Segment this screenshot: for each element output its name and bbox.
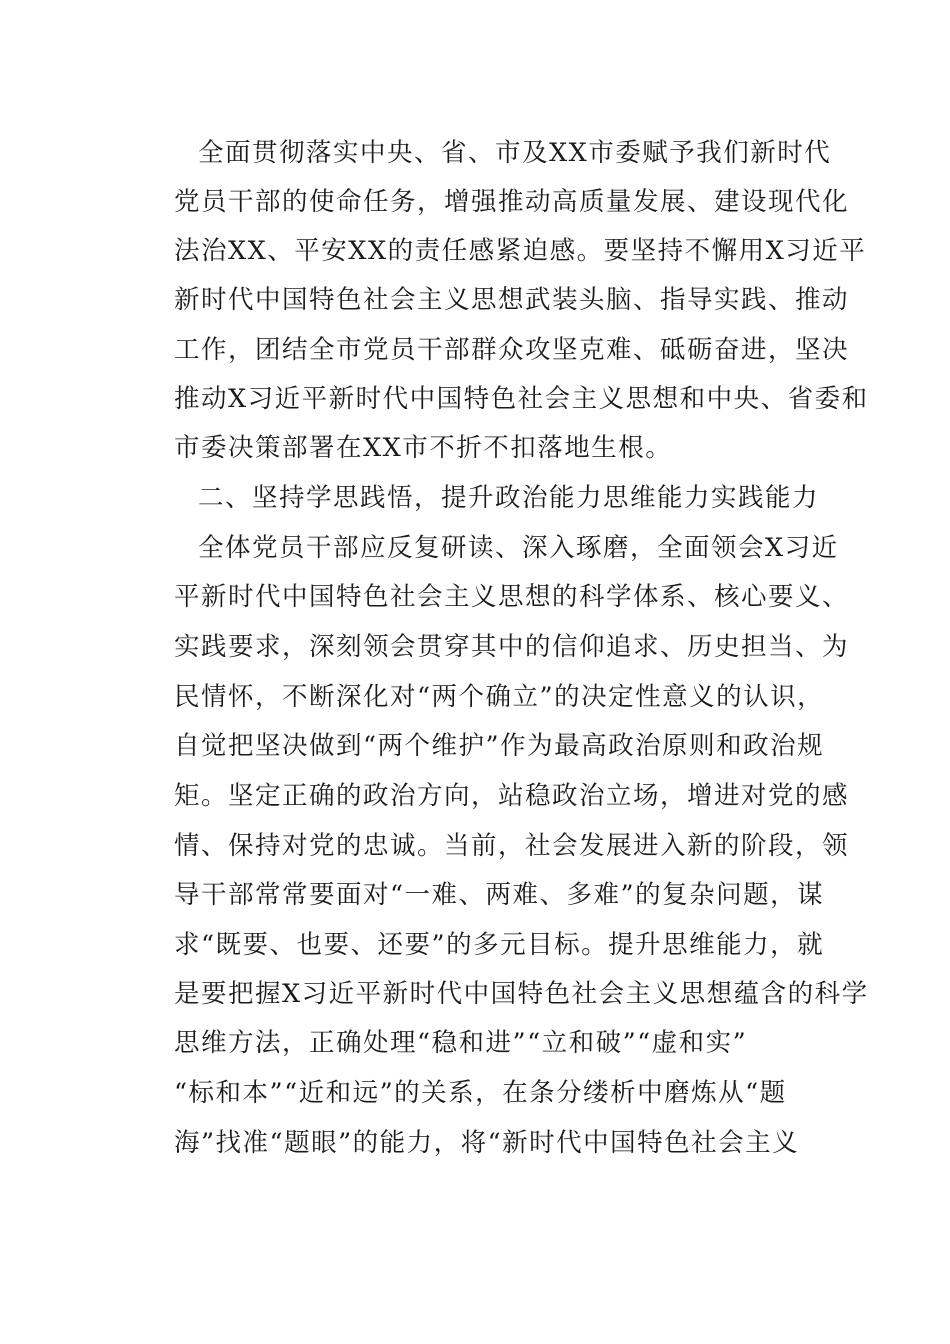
- paragraph-line: 实践要求，深刻领会贯穿其中的信仰追求、历史担当、为: [174, 632, 850, 662]
- paragraph-line: 自觉把坚决做到“两个维护”作为最高政治原则和政治规: [174, 731, 825, 761]
- paragraph-line: 导干部常常要面对“一难、两难、多难”的复杂问题，谋: [174, 880, 825, 910]
- paragraph-line: 是要把握X习近平新时代中国特色社会主义思想蕴含的科学: [174, 979, 869, 1009]
- paragraph-line: 法治XX、平安XX的责任感紧迫感。要坚持不懈用X习近平: [174, 236, 867, 266]
- paragraph-line: 推动X习近平新时代中国特色社会主义思想和中央、省委和: [174, 384, 869, 414]
- paragraph-line: 平新时代中国特色社会主义思想的科学体系、核心要义、: [174, 582, 850, 612]
- paragraph-line: 海”找准“题眼”的能力，将“新时代中国特色社会主义: [174, 1128, 800, 1158]
- paragraph-line: 全体党员干部应反复研读、深入琢磨，全面领会X习近: [198, 533, 839, 563]
- paragraph-line: 党员干部的使命任务，增强推动高质量发展、建设现代化: [174, 187, 850, 217]
- paragraph-line: 新时代中国特色社会主义思想武装头脑、指导实践、推动: [174, 285, 850, 315]
- paragraph-line: 工作，团结全市党员干部群众攻坚克难、砥砺奋进，坚决: [174, 335, 850, 365]
- paragraph-line: 情、保持对党的忠诚。当前，社会发展进入新的阶段，领: [174, 831, 850, 861]
- section-heading: 二、坚持学思践悟，提升政治能力思维能力实践能力: [198, 483, 820, 513]
- paragraph-line: 矩。坚定正确的政治方向，站稳政治立场，增进对党的感: [174, 781, 850, 811]
- paragraph-line: “标和本”“近和远”的关系，在条分缕析中磨炼从“题: [174, 1078, 787, 1108]
- paragraph-line: 思维方法，正确处理“稳和进”“立和破”“虚和实”: [174, 1028, 748, 1058]
- paragraph-line: 求“既要、也要、还要”的多元目标。提升思维能力，就: [174, 930, 825, 960]
- paragraph-line: 民情怀，不断深化对“两个确立”的决定性意义的认识，: [174, 682, 825, 712]
- paragraph-line: 市委决策部署在XX市不折不扣落地生根。: [174, 433, 673, 463]
- paragraph-line: 全面贯彻落实中央、省、市及XX市委赋予我们新时代: [198, 138, 832, 168]
